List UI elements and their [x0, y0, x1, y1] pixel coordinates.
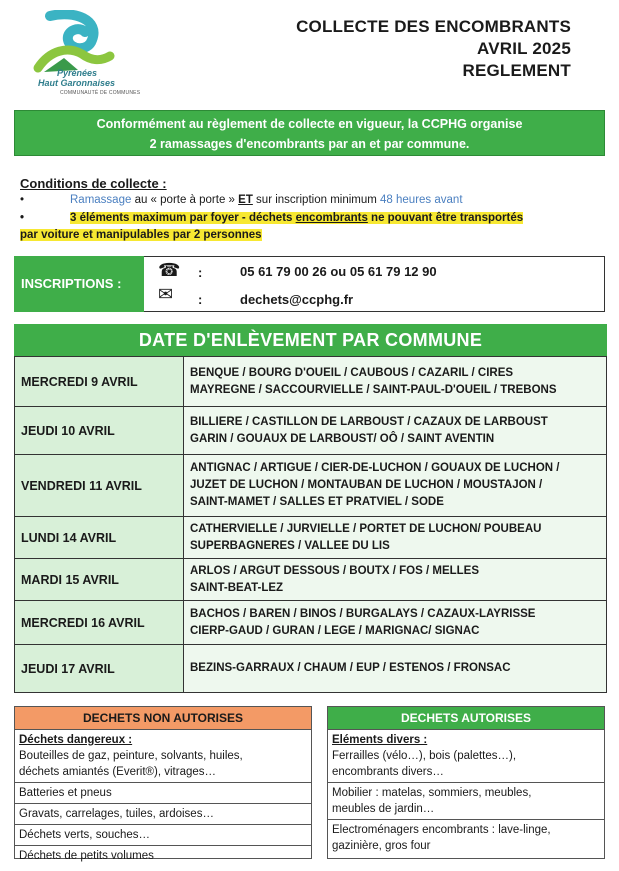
row-day: VENDREDI 11 AVRIL: [15, 455, 184, 517]
bullet: •: [20, 212, 25, 224]
batteries-cell: Batteries et pneus: [15, 783, 311, 804]
row-communes: [184, 517, 607, 559]
page-title: [296, 16, 571, 82]
et-text: ET: [238, 194, 253, 206]
autorises-heading: DECHETS AUTORISES: [328, 707, 604, 730]
mobilier-line1: Mobilier : matelas, sommiers, meubles,: [332, 787, 532, 799]
communes-line: BACHOS / BAREN / BINOS / BURGALAYS / CAZAUX-LAYRISSE: [190, 607, 536, 620]
communes-line: SUPERBAGNERES / VALLEE DU LIS: [190, 539, 390, 552]
communes-line: SAINT-MAMET / SALLES ET PRATVIEL / SODE: [190, 496, 444, 508]
table-row: [15, 357, 607, 407]
row-day: MERCREDI 16 AVRIL: [15, 601, 184, 645]
encombrants-text: encombrants: [295, 212, 368, 224]
row-communes: [184, 455, 607, 517]
row-communes: [184, 357, 607, 407]
divers-cell: [328, 730, 604, 783]
email-address[interactable]: dechets@ccphg.fr: [240, 292, 354, 307]
table-row: [15, 455, 607, 517]
table-row: [15, 559, 607, 601]
non-autorises-box: [14, 706, 312, 862]
inscription-text: sur inscription minimum: [252, 194, 381, 206]
intro-line1: Conformément au règlement de collecte en vigueur, la CCPHG organise: [96, 117, 523, 131]
ramassage-text: Ramassage: [70, 194, 132, 206]
logo-text-line2: Haut Garonnaises: [38, 78, 116, 88]
row-communes: [184, 601, 607, 645]
electro-line2: gazinière, gros four: [332, 840, 431, 852]
logo-text-line1: Pyrénées: [57, 68, 98, 78]
communes-line: CATHERVIELLE / JURVIELLE / PORTET DE LUCHON/ POUBEAU: [190, 522, 542, 535]
conditions-title: Conditions de collecte :: [20, 176, 167, 191]
title-line2: AVRIL 2025: [477, 39, 571, 58]
bullet: •: [20, 194, 25, 206]
communes-line: BILLIERE / CASTILLON DE LARBOUST / CAZAUX DE LARBOUST: [190, 415, 548, 428]
divers-line1: Ferrailles (vélo…), bois (palettes…),: [332, 750, 517, 762]
communes-line: GARIN / GOUAUX DE LARBOUST/ OÔ / SAINT AVENTIN: [190, 432, 495, 445]
electro-cell: [328, 820, 604, 856]
max-items-text: 3 éléments maximum par foyer - déchets: [70, 212, 296, 224]
communes-line: SAINT-BEAT-LEZ: [190, 581, 284, 594]
phone-colon: :: [198, 265, 203, 280]
communes-line: BEZINS-GARRAUX / CHAUM / EUP / ESTENOS / FRONSAC: [190, 662, 511, 674]
dangerous-line1: Bouteilles de gaz, peinture, solvants, huiles,: [19, 750, 243, 762]
communes-line: CIERP-GAUD / GURAN / LEGE / MARIGNAC/ SIGNAC: [190, 624, 480, 637]
transport-text: ne pouvant être transportés: [367, 212, 524, 224]
divers-title: Eléments divers :: [332, 734, 428, 746]
row-day: LUNDI 14 AVRIL: [15, 517, 184, 559]
dangerous-cell: [15, 730, 311, 783]
logo-text-line3: COMMUNAUTÉ DE COMMUNES: [60, 90, 141, 96]
communes-line: ARLOS / ARGUT DESSOUS / BOUTX / FOS / MELLES: [190, 564, 480, 577]
row-day: JEUDI 17 AVRIL: [15, 645, 184, 693]
petits-cell: Déchets de petits volumes: [19, 850, 154, 862]
manipulation-text: par voiture et manipulables par 2 personnes: [20, 229, 262, 241]
mobilier-line2: meubles de jardin…: [332, 803, 435, 815]
communes-line: JUZET DE LUCHON / MONTAUBAN DE LUCHON / MOUSTAJON /: [190, 479, 543, 491]
mobilier-cell: [328, 783, 604, 820]
title-line1: COLLECTE DES ENCOMBRANTS: [296, 17, 571, 36]
table-row: [15, 407, 607, 455]
communes-line: BENQUE / BOURG D'OUEIL / CAUBOUS / CAZARIL / CIRES: [190, 366, 514, 379]
title-line3: REGLEMENT: [462, 61, 571, 80]
row-communes: [184, 559, 607, 601]
row-day: MERCREDI 9 AVRIL: [15, 357, 184, 407]
table-row: [15, 601, 607, 645]
non-autorises-heading: DECHETS NON AUTORISES: [15, 707, 311, 730]
inscriptions-label: INSCRIPTIONS :: [14, 256, 144, 312]
row-day: JEUDI 10 AVRIL: [15, 407, 184, 455]
hours-text: 48 heures avant: [380, 194, 463, 206]
table-row: [15, 517, 607, 559]
dates-table: [14, 356, 607, 693]
communes-line: ANTIGNAC / ARTIGUE / CIER-DE-LUCHON / GOUAUX DE LUCHON /: [190, 462, 560, 474]
row-communes: [184, 645, 607, 693]
phone-icon: ☎: [158, 260, 181, 280]
electro-line1: Electroménagers encombrants : lave-linge,: [332, 824, 551, 836]
autorises-box: [327, 706, 605, 859]
intro-line2: 2 ramassages d'encombrants par an et par commune.: [149, 137, 470, 151]
row-day: MARDI 15 AVRIL: [15, 559, 184, 601]
communes-line: MAYREGNE / SACCOURVIELLE / SAINT-PAUL-D'OUEIL / TREBONS: [190, 383, 557, 396]
dangerous-line2: déchets amiantés (Everit®), vitrages…: [19, 766, 217, 778]
email-colon: :: [198, 292, 203, 307]
row-communes: [184, 407, 607, 455]
divers-line2: encombrants divers…: [332, 766, 444, 778]
mail-icon: ✉: [158, 284, 174, 304]
dates-heading: DATE D'ENLÈVEMENT PAR COMMUNE: [14, 324, 607, 356]
gravats-cell: Gravats, carrelages, tuiles, ardoises…: [15, 804, 311, 825]
porte-a-porte-text: au « porte à porte »: [131, 194, 239, 206]
dangerous-title: Déchets dangereux :: [19, 734, 133, 746]
intro-banner: [14, 110, 605, 156]
condition-item-1: [20, 194, 463, 206]
condition-item-2: [20, 210, 580, 244]
table-row: [15, 645, 607, 693]
phone-numbers[interactable]: 05 61 79 00 26 ou 05 61 79 12 90: [240, 264, 437, 279]
verts-cell: Déchets verts, souches…: [15, 825, 311, 846]
